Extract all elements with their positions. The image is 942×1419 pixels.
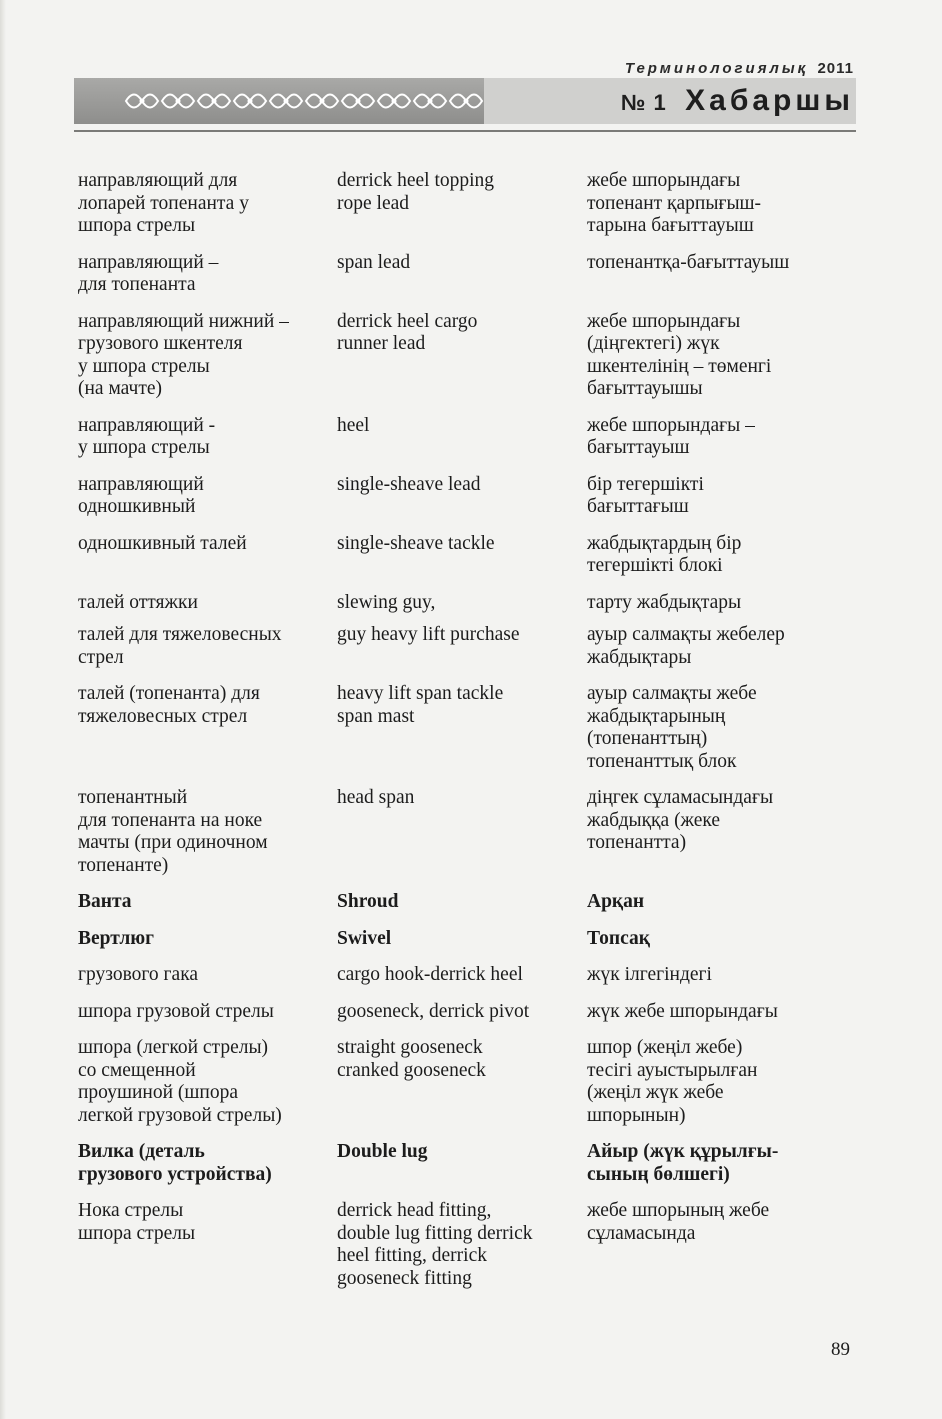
issue-number: № 1	[620, 90, 667, 115]
header-rule	[74, 130, 856, 132]
term-kazakh: ауыр салмақты жебе жабдықтарының (топенанттың) топенанттық блок	[587, 683, 757, 772]
glossary-row	[78, 1001, 858, 1024]
term-kazakh: жебе шпорындағы (діңгектегі) жүк шкентелінің – төменгі бағыттауышы	[587, 310, 772, 399]
term-english: Swivel	[337, 927, 392, 949]
term-kazakh: Топсақ	[587, 927, 650, 949]
term-kazakh: Арқан	[587, 891, 645, 912]
term-kazakh: шпор (жеңіл жебе) тесігі ауыстырылған (жеңіл жүк жебе шпорынын)	[587, 1037, 758, 1126]
glossary-row	[78, 170, 858, 238]
term-kazakh: жебе шпорындағы – бағыттауыш	[587, 414, 755, 458]
term-english: span lead	[337, 251, 411, 273]
glossary-row	[78, 415, 858, 460]
glossary-row	[78, 1037, 858, 1127]
term-english: derrick heel cargo runner lead	[337, 310, 478, 354]
glossary-row	[78, 787, 858, 877]
glossary-row	[78, 252, 858, 297]
term-english: Shroud	[337, 891, 399, 912]
glossary-row	[78, 474, 858, 519]
term-russian: Вертлюг	[78, 927, 155, 949]
glossary-row	[78, 592, 858, 615]
term-russian: Ванта	[78, 891, 132, 912]
term-english: Double lug	[337, 1141, 428, 1162]
term-english: straight gooseneck cranked gooseneck	[337, 1037, 486, 1081]
term-russian: талей для тяжеловесных стрел	[78, 624, 282, 668]
term-kazakh: топенантқа-бағыттауыш	[587, 251, 790, 273]
term-russian: направляющий - у шпора стрелы	[78, 414, 216, 458]
term-kazakh: бір тегершікті бағыттағыш	[587, 473, 704, 517]
term-russian: талей (топенанта) для тяжеловесных стрел	[78, 683, 260, 727]
journal-header	[625, 60, 854, 77]
term-kazakh: жүк жебе шпорындағы	[587, 1000, 778, 1022]
term-russian: шпора грузовой стрелы	[78, 1000, 274, 1022]
term-english: derrick heel topping rope lead	[337, 170, 495, 214]
glossary-row	[78, 964, 858, 987]
term-kazakh: Айыр (жүк құрылғы- сының бөлшегі)	[587, 1141, 779, 1185]
term-kazakh: жебе шпорындағы топенант қарпығыш- тарына бағыттауыш	[587, 170, 762, 236]
ornament-pattern	[124, 84, 484, 118]
term-russian: направляющий для лопарей топенанта у шпора стрелы	[78, 170, 249, 236]
glossary-heading-row	[78, 891, 858, 914]
term-english: heel	[337, 414, 370, 436]
glossary-heading-row	[78, 928, 858, 951]
term-english: cargo hook-derrick heel	[337, 964, 523, 985]
term-russian: направляющий одношкивный	[78, 473, 204, 517]
term-english: slewing guy,	[337, 591, 436, 613]
term-russian: направляющий – для топенанта	[78, 251, 219, 295]
journal-title: Хабаршы	[685, 84, 854, 117]
issue-title	[621, 84, 854, 118]
term-kazakh: жабдықтардың бір тегершікті блокі	[587, 532, 742, 576]
page-number: 89	[831, 1339, 850, 1360]
term-russian: топенантный для топенанта на ноке мачты (при одиночном топенанте)	[78, 787, 268, 876]
term-russian: одношкивный талей	[78, 532, 247, 554]
glossary-row	[78, 624, 858, 669]
journal-name: Терминологиялық	[624, 60, 809, 77]
glossary-row	[78, 533, 858, 578]
term-kazakh: ауыр салмақты жебелер жабдықтары	[587, 624, 785, 668]
glossary-table	[78, 170, 858, 1304]
term-russian: шпора (легкой стрелы) со смещенной проушиной (шпора легкой грузовой стрелы)	[78, 1037, 282, 1126]
term-kazakh: тарту жабдықтары	[587, 591, 742, 613]
term-english: heavy lift span tackle span mast	[337, 683, 504, 727]
term-russian: грузового гака	[78, 964, 199, 985]
journal-year: 2011	[817, 60, 854, 77]
glossary-row	[78, 683, 858, 773]
term-english: single-sheave tackle	[337, 532, 495, 554]
term-kazakh: діңгек сұламасындағы жабдыққа (жеке топенантта)	[587, 787, 774, 853]
term-russian: Вилка (деталь грузового устройства)	[78, 1141, 272, 1185]
page-edge	[0, 0, 6, 1419]
term-english: derrick head fitting, double lug fitting derrick heel fitting, derrick gooseneck fitting	[337, 1200, 533, 1289]
term-english: head span	[337, 787, 415, 808]
term-english: guy heavy lift purchase	[337, 624, 520, 645]
glossary-row	[78, 311, 858, 401]
term-kazakh: жүк ілгегіндегі	[587, 964, 712, 985]
term-russian: талей оттяжки	[78, 591, 198, 613]
glossary-heading-row	[78, 1141, 858, 1186]
term-english: gooseneck, derrick pivot	[337, 1000, 530, 1022]
term-kazakh: жебе шпорының жебе сұламасында	[587, 1200, 770, 1244]
glossary-row	[78, 1200, 858, 1290]
term-russian: Нока стрелы шпора стрелы	[78, 1200, 196, 1244]
term-russian: направляющий нижний – грузового шкентеля у шпора стрелы (на мачте)	[78, 310, 289, 399]
term-english: single-sheave lead	[337, 473, 481, 495]
